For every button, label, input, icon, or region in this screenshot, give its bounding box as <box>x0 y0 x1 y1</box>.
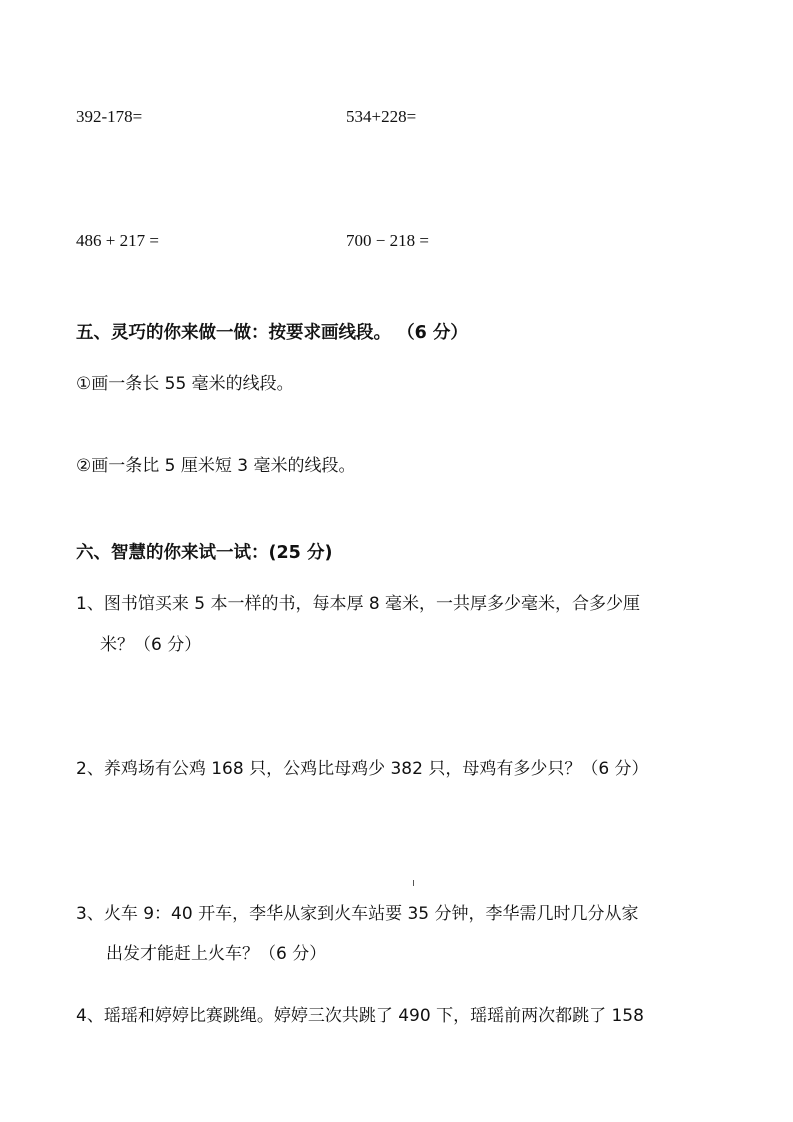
section-six-title: 六、智慧的你来试一试：(25 分) <box>76 543 333 563</box>
section-five-title: 五、灵巧的你来做一做：按要求画线段。 （6 分） <box>76 323 468 343</box>
question-3-line-1: 3、火车 9：40 开车，李华从家到火车站要 35 分钟，李华需几时几分从家 <box>76 904 639 924</box>
section-five-item-2: ②画一条比 5 厘米短 3 毫米的线段。 <box>76 456 356 476</box>
stray-mark <box>413 880 414 886</box>
calc-expression: 392-178= <box>76 107 143 126</box>
question-2: 2、养鸡场有公鸡 168 只，公鸡比母鸡少 382 只，母鸡有多少只？（6 分） <box>76 759 649 779</box>
question-1-line-2: 米？（6 分） <box>100 635 202 655</box>
calc-expression: 486 + 217 = <box>76 231 159 250</box>
calc-expression: 534+228= <box>346 107 417 126</box>
question-1-line-1: 1、图书馆买来 5 本一样的书，每本厚 8 毫米，一共厚多少毫米，合多少厘 <box>76 594 641 614</box>
question-3-line-2: 出发才能赶上火车？（6 分） <box>106 944 327 964</box>
calc-expression: 700 − 218 = <box>346 231 429 250</box>
section-five-item-1: ①画一条长 55 毫米的线段。 <box>76 374 294 394</box>
question-4-line-1: 4、瑶瑶和婷婷比赛跳绳。婷婷三次共跳了 490 下，瑶瑶前两次都跳了 158 <box>76 1006 644 1026</box>
